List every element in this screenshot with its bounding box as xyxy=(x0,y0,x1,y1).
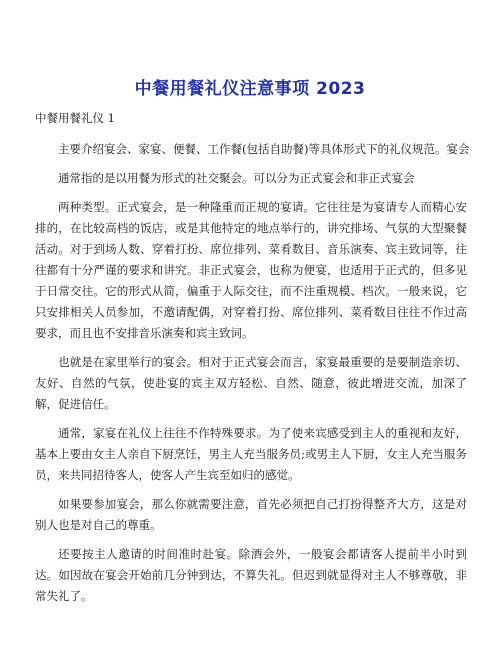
document-title: 中餐用餐礼仪注意事项 2023 xyxy=(134,79,366,99)
document-body xyxy=(35,108,470,607)
paragraph-3: 两种类型。正式宴会，是一种隆重而正规的宴请。它往往是为宴请专人而精心安排的，在比较高档的饭店，或是其他特定的地点举行的，讲究排场、气氛的大型聚餐活动。对于到场人数、穿着打扮、席位排列、菜肴数目、音乐演奏、宾主致词等，往往都有十分严谨的要求和讲究。非正式宴会，也称为便宴，也适用于正式的，但多见于日常交往。它的形式从简，偏重于人际交往，而不注重规模、档次。一般来说，它只安排相关人员参加，不邀请配偶，对穿着打扮、席位排列、菜肴数目往往不作过高要求，而且也不安排音乐演奏和宾主致词。 xyxy=(35,200,467,340)
paragraph-6: 如果要参加宴会，那么你就需要注意，首先必须把自己打扮得整齐大方，这是对别人也是对自己的尊重。 xyxy=(35,497,467,532)
paragraph-4: 也就是在家里举行的宴会。相对于正式宴会而言，家宴最重要的是要制造亲切、友好、自然的气氛，使赴宴的宾主双方轻松、自然、随意，彼此增进交流，加深了解，促进信任。 xyxy=(35,355,467,411)
paragraph-1: 主要介绍宴会、家宴、便餐、工作餐(包括自助餐)等具体形式下的礼仪规范。宴会 xyxy=(58,142,470,156)
paragraph-2: 通常指的是以用餐为形式的社交聚会。可以分为正式宴会和非正式宴会 xyxy=(58,171,415,185)
paragraph-5: 通常，家宴在礼仪上往往不作特殊要求。为了使来宾感受到主人的重视和友好，基本上要由女主人亲自下厨烹饪，男主人充当服务员;或男主人下厨，女主人充当服务员，来共同招待客人，使客人产生宾至如归的感觉。 xyxy=(35,426,467,482)
paragraph-7: 还要按主人邀请的时间准时赴宴。除酒会外，一般宴会都请客人提前半小时到达。如因故在宴会开始前几分钟到达，不算失礼。但迟到就显得对主人不够尊敬，非常失礼了。 xyxy=(35,547,467,603)
subheading: 中餐用餐礼仪 1 xyxy=(35,111,115,125)
